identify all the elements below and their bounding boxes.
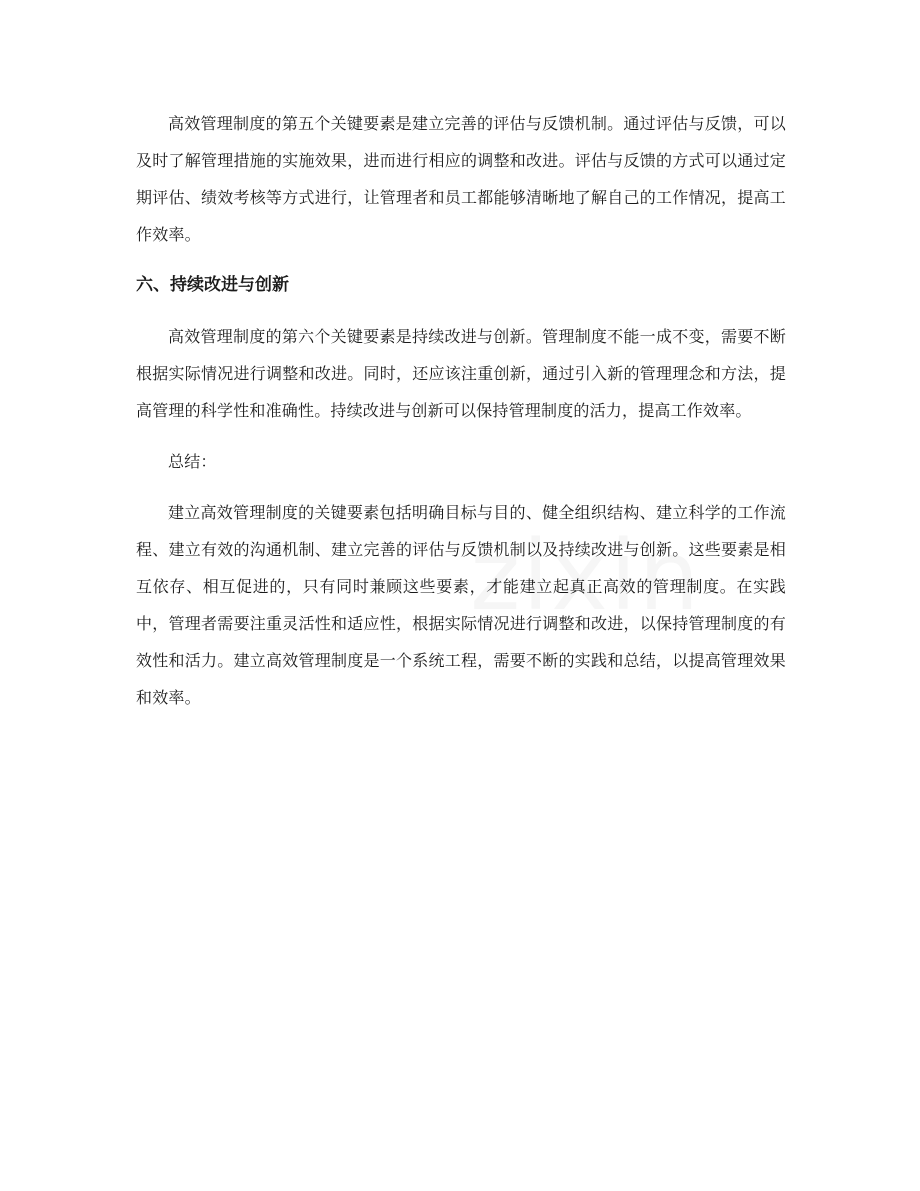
document-page: [136, 105, 786, 716]
spacer: [136, 304, 786, 318]
spacer: [136, 253, 786, 267]
paragraph-summary: 建立高效管理制度的关键要素包括明确目标与目的、健全组织结构、建立科学的工作流程、建立有效的沟通机制、建立完善的评估与反馈机制以及持续改进与创新。这些要素是相互依存、相互促进的，只有同时兼顾这些要素，才能建立起真正高效的管理制度。在实践中，管理者需要注重灵活性和适应性，根据实际情况进行调整和改进，以保持管理制度的有效性和活力。建立高效管理制度是一个系统工程，需要不断的实践和总结，以提高管理效果和效率。: [136, 503, 786, 707]
section-heading-6: 六、持续改进与创新: [136, 275, 289, 295]
spacer: [136, 429, 786, 443]
paragraph-continuous-improvement: 高效管理制度的第六个关键要素是持续改进与创新。管理制度不能一成不变，需要不断根据实际情况进行调整和改进。同时，还应该注重创新，通过引入新的管理理念和方法，提高管理的科学性和准确性。持续改进与创新可以保持管理制度的活力，提高工作效率。: [136, 327, 786, 420]
paragraph-evaluation-feedback: 高效管理制度的第五个关键要素是建立完善的评估与反馈机制。通过评估与反馈，可以及时了解管理措施的实施效果，进而进行相应的调整和改进。评估与反馈的方式可以通过定期评估、绩效考核等方式进行，让管理者和员工都能够清晰地了解自己的工作情况，提高工作效率。: [136, 114, 786, 244]
summary-label: 总结：: [168, 452, 217, 471]
spacer: [136, 480, 786, 494]
